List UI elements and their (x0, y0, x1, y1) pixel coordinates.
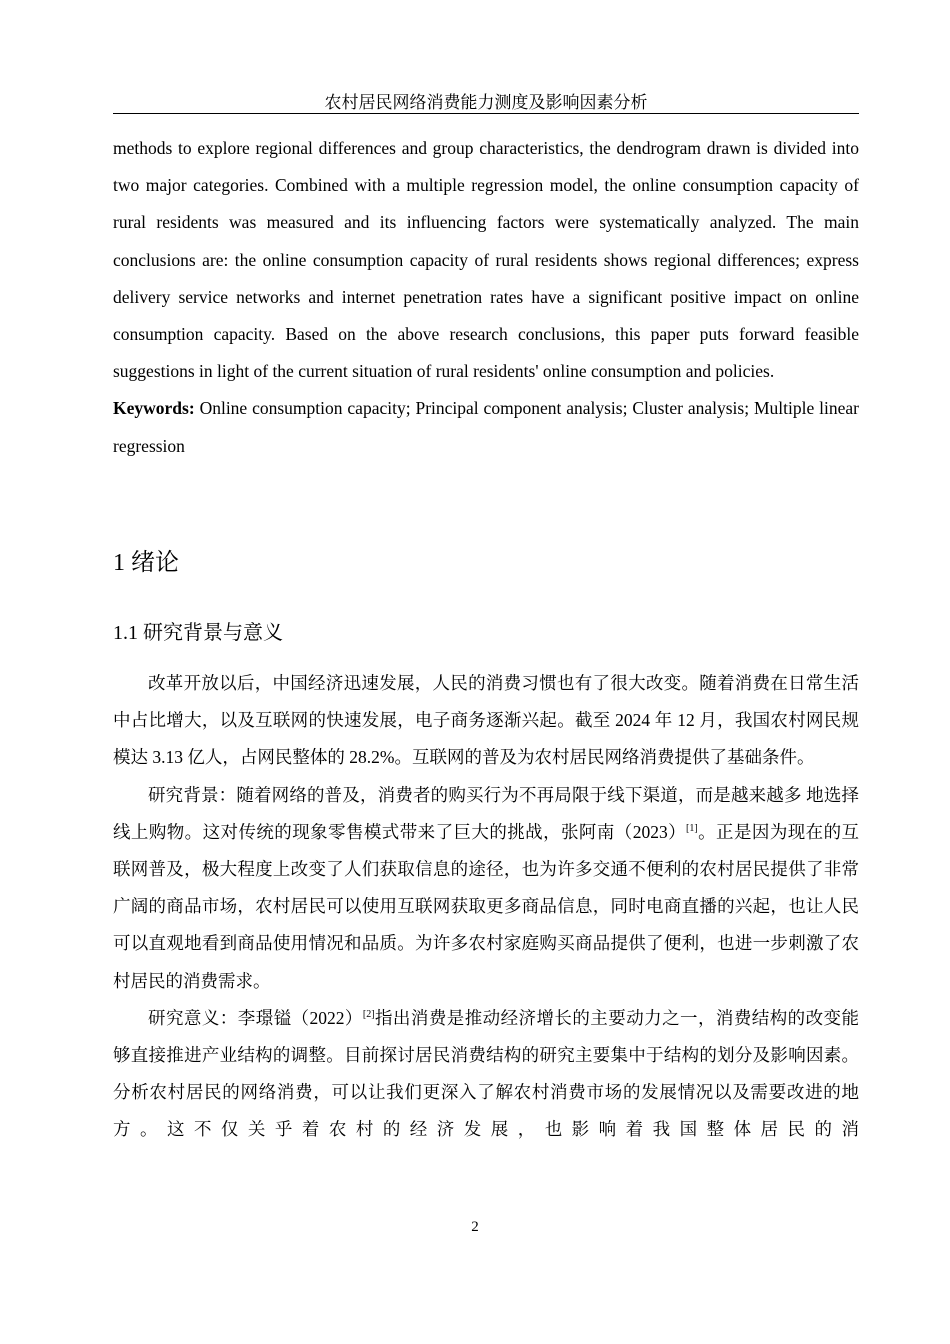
paragraph-1: 改革开放以后，中国经济迅速发展，人民的消费习惯也有了很大改变。随着消费在日常生活中占比增大，以及互联网的快速发展，电子商务逐渐兴起。截至 2024 年 12 月，我国农村网民规模达 3.13 亿人，占网民整体的 28.2%。互联网的普及为农村居民网络消费提供了基础条件。 (113, 673, 859, 768)
paragraph-3-start: 研究意义：李璟镒（2022） (148, 1007, 363, 1028)
paragraph-2-start: 研究背景：随着网络的普及，消费者的购买行为不再局限于线下渠道，而是越来越多 地选择线上购物。这对传统的现象零售模式带来了巨大的挑战，张阿南（2023） (113, 784, 859, 842)
keywords-label: Keywords: (113, 398, 195, 419)
keywords-line (113, 390, 859, 464)
citation-1[interactable]: [1] (686, 822, 698, 834)
keywords-text: Online consumption capacity; Principal component analysis; Cluster analysis; Multiple linear regression (113, 398, 859, 456)
section-heading: 1 绪论 (113, 550, 179, 576)
page-number: 2 (471, 1219, 479, 1235)
paragraph-2-rest: 。正是因为现在的互联网普及，极大程度上改变了人们获取信息的途径，也为许多交通不便利的农村居民提供了非常广阔的商品市场，农村居民可以使用互联网获取更多商品信息，同时电商直播的兴起，也让人民可以直观地看到商品使用情况和品质。为许多农村家庭购买商品提供了便利，也进一步刺激了农村居民的消费需求。 (113, 821, 860, 991)
subsection-heading: 1.1 研究背景与意义 (113, 622, 283, 644)
body-text (113, 665, 859, 1149)
citation-2[interactable]: [2] (362, 1009, 375, 1020)
paragraph-3 (113, 1000, 859, 1149)
page-content (113, 130, 860, 1140)
paragraph-3-rest: 指出消费是推动经济增长的主要动力之一，消费结构的改变能够直接推进产业结构的调整。目前探讨居民消费结构的研究主要集中于结构的划分及影响因素。分析农村居民的网络消费，可以让我们更深入了解农村消费市场的发展情况以及需要改进的地方。这不仅关乎着农村的经济发展，也影响着我国整体居民的消 (113, 1007, 860, 1140)
abstract-text: methods to explore regional differences and group characteristics, the dendrogram drawn is divided into two major categories. Combined with a multiple regression model, the online consumption capacity of rural residents was measured and its influencing factors were systematically analyzed. The main conclusions are: the online consumption capacity of rural residents shows regional differences; express delivery service networks and internet penetration rates have a significant positive impact on online consumption capacity. Based on the above research conclusions, this paper puts forward feasible suggestions in light of the current situation of rural residents' online consumption and policies. (113, 138, 859, 382)
paragraph-2 (113, 777, 859, 1000)
header-divider (113, 113, 859, 114)
running-header: 农村居民网络消费能力测度及影响因素分析 (324, 93, 648, 112)
